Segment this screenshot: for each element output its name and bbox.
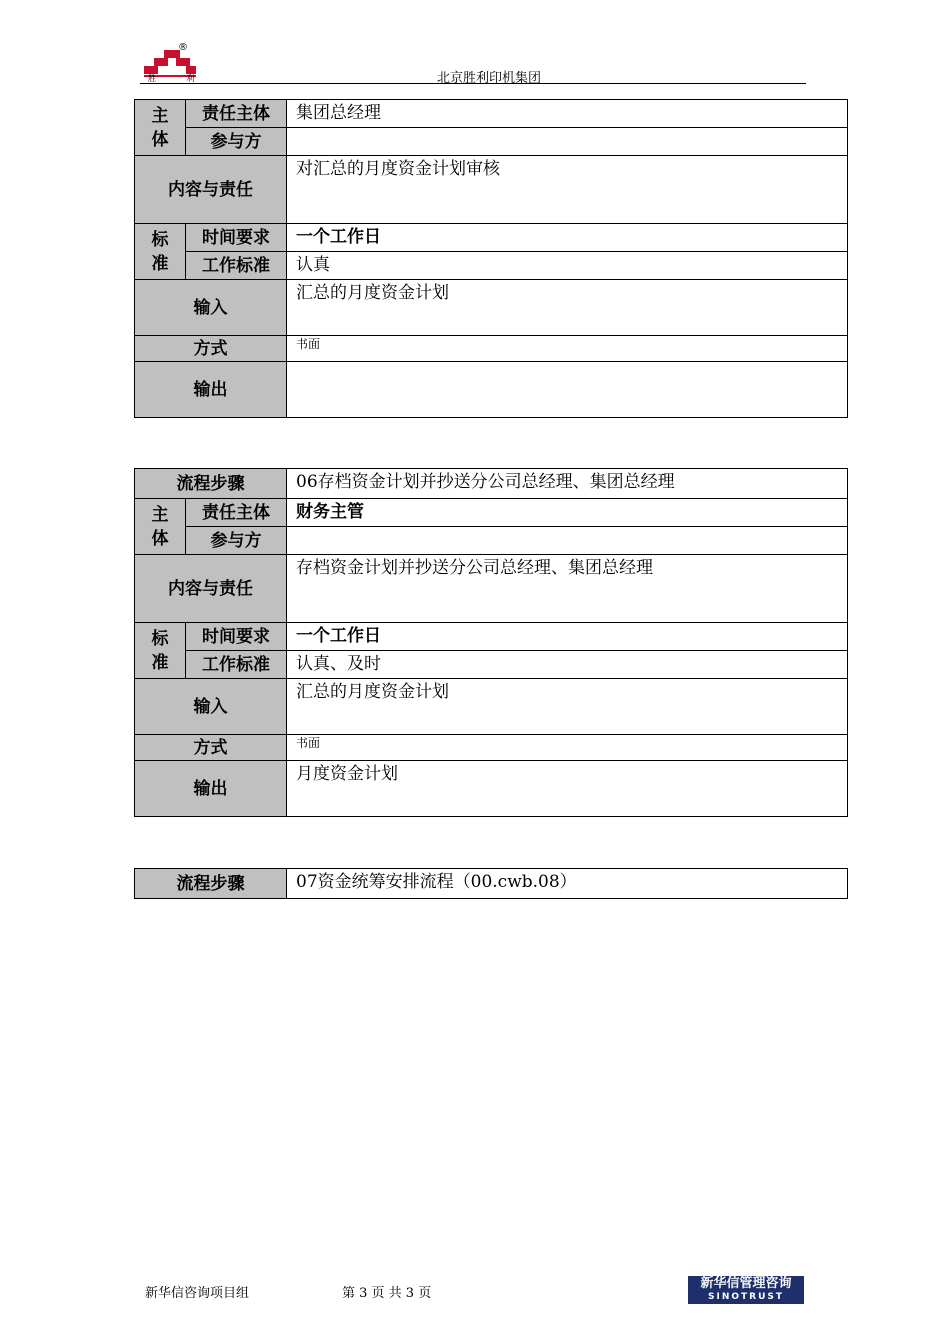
shuchu-value: 月度资金计划 (287, 761, 848, 817)
shuchu-label: 输出 (135, 362, 287, 418)
gongzuo-value: 认真 (287, 252, 848, 280)
fangshi-value: 书面 (287, 735, 848, 761)
shijian-value: 一个工作日 (287, 224, 848, 252)
zhuti-label: 主体 (135, 499, 186, 555)
logo-text: 胜 利 (148, 74, 209, 83)
fangshi-value: 书面 (287, 336, 848, 362)
shuru-value: 汇总的月度资金计划 (287, 679, 848, 735)
canyu-value (287, 128, 848, 156)
company-name: 北京胜利印机集团 (437, 71, 542, 86)
gongzuo-value: 认真、及时 (287, 651, 848, 679)
shijian-value: 一个工作日 (287, 623, 848, 651)
sinotrust-logo-en: SINOTRUST (707, 1292, 784, 1302)
zeren-label: 责任主体 (186, 499, 287, 527)
registered-mark: ® (178, 42, 188, 53)
shijian-label: 时间要求 (186, 623, 287, 651)
gongzuo-label: 工作标准 (186, 651, 287, 679)
neirong-label: 内容与责任 (135, 555, 287, 623)
neirong-value: 对汇总的月度资金计划审核 (287, 156, 848, 224)
gongzuo-label: 工作标准 (186, 252, 287, 280)
zeren-value: 集团总经理 (287, 100, 848, 128)
step-label: 流程步骤 (135, 869, 287, 899)
fangshi-label: 方式 (135, 735, 287, 761)
shijian-label: 时间要求 (186, 224, 287, 252)
fangshi-label: 方式 (135, 336, 287, 362)
step-value: 07资金统筹安排流程（00.cwb.08） (287, 869, 848, 899)
zhuti-label: 主体 (135, 100, 186, 156)
shuchu-value (287, 362, 848, 418)
process-table-2 (134, 468, 848, 817)
process-table-3 (134, 868, 848, 899)
neirong-label: 内容与责任 (135, 156, 287, 224)
biaozhun-label: 标准 (135, 623, 186, 679)
footer-page-number: 第 3 页 共 3 页 (342, 1286, 432, 1301)
sinotrust-logo (688, 1276, 804, 1304)
shuru-label: 输入 (135, 280, 287, 336)
zeren-label: 责任主体 (186, 100, 287, 128)
header-rule (140, 83, 806, 84)
step-value: 06存档资金计划并抄送分公司总经理、集团总经理 (287, 469, 848, 499)
shuru-label: 输入 (135, 679, 287, 735)
footer-group: 新华信咨询项目组 (145, 1286, 250, 1301)
neirong-value: 存档资金计划并抄送分公司总经理、集团总经理 (287, 555, 848, 623)
process-table-1 (134, 99, 848, 418)
shuru-value: 汇总的月度资金计划 (287, 280, 848, 336)
biaozhun-label: 标准 (135, 224, 186, 280)
canyu-value (287, 527, 848, 555)
step-label: 流程步骤 (135, 469, 287, 499)
sinotrust-logo-cn: 新华信管理咨询 (700, 1276, 792, 1291)
canyu-label: 参与方 (186, 128, 287, 156)
zeren-value: 财务主管 (287, 499, 848, 527)
canyu-label: 参与方 (186, 527, 287, 555)
shuchu-label: 输出 (135, 761, 287, 817)
